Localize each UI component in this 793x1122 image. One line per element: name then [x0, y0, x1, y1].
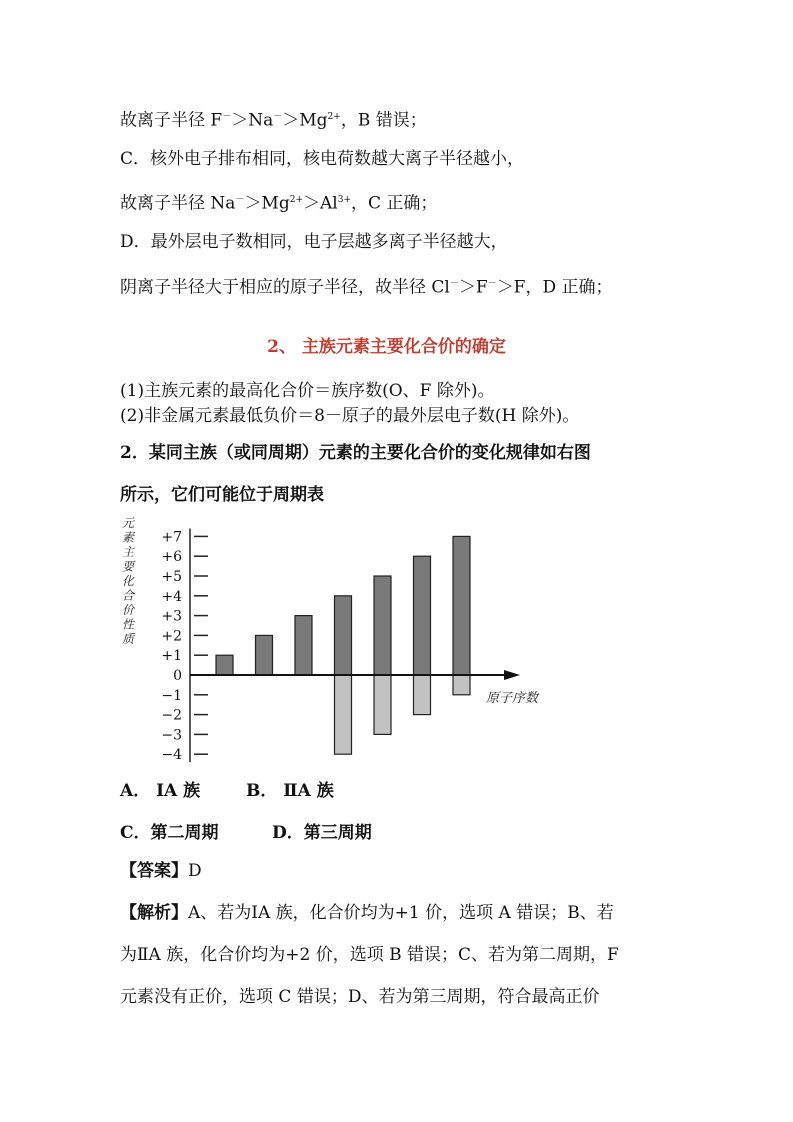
y-axis-label-char: 素	[121, 530, 135, 545]
analysis-text: A、若为ⅠA 族，化合价均为+1 价，选项 A 错误；B、若	[188, 903, 614, 923]
y-tick-label: −2	[161, 707, 182, 724]
answer-line	[120, 860, 202, 882]
option-a: A． ⅠA 族	[120, 781, 201, 801]
y-axis-label-char: 要	[121, 559, 135, 574]
superscript: －	[222, 112, 232, 122]
y-axis-label-char: 合	[121, 588, 135, 603]
y-axis-label-char: 质	[121, 632, 135, 646]
y-tick-label: −4	[161, 747, 182, 764]
option-c: C．第二周期	[120, 823, 219, 843]
bar-negative	[453, 675, 470, 695]
superscript: 2+	[327, 112, 341, 122]
text-fragment: ，C 正确；	[351, 193, 438, 214]
text-fragment: ＞Na	[231, 110, 274, 131]
text-line	[120, 189, 437, 215]
superscript: 2+	[289, 195, 304, 205]
rule-line: (2)非金属元素最低负价＝8－原子的最外层电子数(H 除外)。	[120, 406, 580, 426]
analysis-line	[120, 902, 614, 924]
analysis-line: 元素没有正价，选项 C 错误；D、若为第三周期，符合最高正价	[120, 987, 600, 1007]
y-tick-label: 0	[173, 668, 182, 684]
bar-positive	[295, 616, 312, 675]
y-tick-label: +4	[161, 588, 182, 605]
y-tick-label: +6	[161, 549, 182, 566]
text-line	[120, 273, 613, 299]
y-tick-label: +7	[161, 529, 182, 546]
y-axis-label-char: 元	[121, 516, 135, 530]
y-tick-label: +3	[161, 608, 182, 625]
y-tick-label: +5	[161, 569, 182, 585]
superscript: －	[449, 279, 459, 289]
text-fragment: ＞Mg	[282, 110, 328, 131]
bar-positive	[216, 655, 233, 675]
rule-line: (1)主族元素的最高化合价＝族序数(O、F 除外)。	[120, 381, 495, 401]
text-fragment: ，B 错误；	[340, 110, 427, 131]
y-axis-label-char: 性	[121, 617, 135, 632]
y-tick-label: −3	[161, 727, 182, 744]
bar-negative	[414, 675, 431, 715]
superscript: 3+	[337, 195, 352, 205]
bar-positive	[335, 596, 352, 675]
y-tick-label: −1	[161, 687, 182, 704]
analysis-label: 【解析】	[120, 903, 188, 923]
text-fragment: 故离子半径 F	[120, 110, 223, 131]
text-line: D．最外层电子数相同，电子层越多离子半径越大，	[120, 232, 508, 252]
y-axis-label-char: 价	[121, 603, 135, 617]
question-text: 2．某同主族（或同周期）元素的主要化合价的变化规律如右图	[120, 443, 591, 463]
x-axis-label: 原子序数	[486, 691, 539, 706]
bar-negative	[335, 675, 352, 754]
y-axis-label-char: 主	[121, 545, 135, 559]
section-heading: 2、 主族元素主要化合价的确定	[267, 337, 506, 357]
text-fragment: ＞Al	[303, 193, 338, 214]
option-d: D．第三周期	[272, 823, 372, 843]
option-b: B． ⅡA 族	[246, 781, 334, 801]
superscript: －	[273, 112, 283, 122]
x-axis-arrow	[504, 670, 520, 680]
analysis-line: 为ⅡA 族，化合价均为+2 价，选项 B 错误；C、若为第二周期，F	[120, 945, 619, 965]
answer-value: D	[188, 861, 202, 881]
text-fragment: ＞F，D 正确；	[496, 277, 613, 298]
y-tick-label: +1	[161, 648, 182, 665]
answer-label: 【答案】	[120, 861, 188, 881]
text-line	[120, 106, 427, 132]
bar-positive	[453, 536, 470, 675]
bar-positive	[374, 576, 391, 675]
text-line: C．核外电子排布相同，核电荷数越大离子半径越小，	[120, 149, 525, 169]
bar-negative	[374, 675, 391, 734]
text-fragment: 故离子半径 Na	[120, 193, 236, 214]
superscript: －	[487, 279, 497, 289]
superscript: －	[235, 195, 245, 205]
text-fragment: 阴离子半径大于相应的原子半径，故半径 Cl	[120, 277, 450, 298]
question-text: 所示，它们可能位于周期表	[120, 485, 324, 505]
y-axis-label-char: 化	[121, 574, 135, 588]
valence-chart	[118, 515, 558, 765]
bar-positive	[414, 556, 431, 675]
text-fragment: ＞Mg	[244, 193, 290, 214]
text-fragment: ＞F	[458, 277, 488, 298]
bar-positive	[256, 635, 273, 675]
y-tick-label: +2	[161, 628, 182, 645]
